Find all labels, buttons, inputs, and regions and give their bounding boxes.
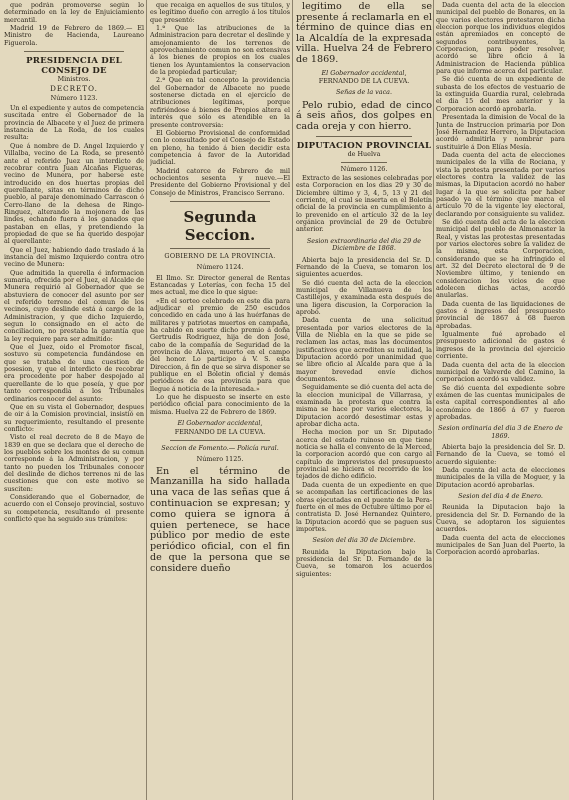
paragraph: Que el Juez, habiendo dado traslado á la instancia del mismo Izquierdo contra otro vecino de Munera: (4, 245, 144, 269)
paragraph: 2.ª Que en tal concepto la providencia del Gobernador de Albacete no puede sostenerse dictada en el ejercicio de atribuciones legítimas, porque refiriéndose á bienes de Propios altera el interés que sólo es atendible en la presente controversia: (150, 76, 290, 129)
column-4 (436, 2, 565, 796)
number-label: Número 1123. (50, 93, 98, 102)
paragraph: Seguidamente se dió cuenta del acta de la eleccion municipal de Villarrasa, y examinada la protesta que contra la misma se hace por varios electores, la Diputacion acordó desestimar estas y aprobar dicha acta. (296, 383, 432, 429)
paragraph: Que á nombre de D. Angel Izquierdo y Villalba, vecino de La Roda, se presentó ante el referido Juez un interdicto de recobrar contra Juan Alcañas Figueras, vecino de Munera, por haberse este introducido en dos huertas propias del querellante, sitas en términos de dicho pueblo, al paraje denominado Carrascon ó Cerro-llano de la dehesa de Ringo-Ringuez, alterando la mojonera de las lindes, echando fuera á los ganados que pastaban en ellas, y pretendiendo la propiedad de que se ha querido despojar al querellante: (4, 141, 144, 246)
paragraph: Un el expediente y autos de competencia suscitada entre el Gobernador de la provincia de Albacete y el Juez de primera instancia de La Roda, de los cuales resulta: (4, 104, 144, 142)
section-title: Segunda Seccion. (183, 207, 257, 244)
session-heading: Sesion ordinaria del dia 3 de Enero de 1869. (438, 424, 563, 440)
divider (170, 201, 270, 202)
section-heading: GOBIERNO DE LA PROVINCIA. (164, 251, 276, 260)
session-heading: Sesion del dia 4 de Enero. (458, 492, 543, 500)
paragraph: Reunida la Diputacion bajo la presidencia del Sr. D. Fernando de la Cueva, se tomaron los acuerdos siguientes: (296, 547, 432, 578)
paragraph: Considerando que el Gobernador, de acuerdo con el Consejo provincial, sostuvo su competencia, resultando el presente conflicto que ha seguido sus trámites: (4, 492, 144, 523)
paragraph: Dada cuenta del acta de elecciones municipales de la villa de Rociana, y vista la protesta presentada por varios electores contra la validez de las mismas, la Diputacion acordó no haber lugar á la que se solicita por haber pasado ya el término que marca el artículo 70 de la vigente ley electoral, declarando por consiguiente su validez. (436, 150, 565, 218)
paragraph: Visto el real decreto de 8 de Mayo de 1839 en que se declara que el derecho de los pueblos sobre los montes de su comun corresponde á la Administracion, y por tanto no pueden los Tribunales conocer del deslinde de dichos terrenos ni de las cuestiones que con este motivo se susciten: (4, 433, 144, 493)
column-rule (292, 0, 293, 800)
divider (170, 440, 270, 441)
paragraph: Abierta bajo la presidencia del Sr. D. Fernando de la Cueva, se tomó el acuerdo siguiente: (436, 442, 565, 466)
paragraph: Dada cuenta de las liquidaciones de gastos é ingresos del presupuesto provincial de 1867 á 68 fueron aprobadas. (436, 299, 565, 330)
section-heading: Seccion de Fomento.— Policía rural. (161, 443, 279, 452)
subheading: Señas de la vaca. (335, 88, 393, 97)
signature-name: FERNANDO DE LA CUEVA. (174, 427, 266, 436)
divider (170, 248, 270, 249)
paragraph: Dada cuenta del acta de la eleccion municipal de Valverde del Camino, la corporacion acordó su validez. (436, 360, 565, 384)
column-2 (150, 2, 290, 796)
divider (24, 51, 124, 52)
paragraph: «En el sorteo celebrado en este dia para adjudicar el premio de 250 escudos concedido en cada uno á las huérfanas de militares y patriotas muertos en campaña, ha cabido en suerte dicho premio á doña Gertrudis Rodriguez, hija de don José, cabo de la compañía de Seguridad de la provincia de Alava, muerto en el campo del honor. Lo participo á V. S. esta Direccion, á fin de que se sirva disponer se publique en el Boletin oficial y demás periódicos de esa provincia para que llegue á noticia de la interesada.» (150, 296, 290, 393)
signature-name: FERNANDO DE LA CUEVA. (318, 76, 410, 85)
paragraph: que recaiga en aquellos de sus títulos, y es legítimo dueño con arreglo á los títulos que presentó: (150, 2, 290, 24)
paragraph: Hecha mocion por un Sr. Diputado acerca del estado ruinoso en que tiene noticia se halla el convento de la Merced, la corporacion acordó que con cargo al capítulo de imprevistos del presupuesto provincial se hiciera el recorrido de los tejados de dicho edificio. (296, 428, 432, 481)
section-subheading: Ministros. (57, 75, 91, 84)
paragraph: Dada cuenta del acta de elecciones municipales de la villa de Moguer, y la Diputacion acordó aprobarlas. (436, 465, 565, 489)
paragraph: Madrid 19 de Febrero de 1869.— El Ministro de Hacienda, Laureano Figuerola. (4, 24, 144, 47)
paragraph: Pelo rubio, edad de cinco á seis años, dos golpes en cada oreja y con hierro. (296, 99, 432, 132)
paragraph: legítimo de ella se presente á reclamarla en el término de quince dias en la Alcaldía de la expresada villa. Huelva 24 de Febrero de 1869. (296, 2, 432, 65)
paragraph: Se dió cuenta del expediente sobre exámen de las cuentas municipales de esta capital correspondientes al año económico de 1866 á 67 y fueron aprobadas. (436, 383, 565, 421)
paragraph: El Ilmo. Sr. Director general de Rentas Estancadas y Loterías, con fecha 15 del mes actual, me dice lo que sigue: (150, 273, 290, 297)
paragraph: Madrid catorce de Febrero de mil ochocientos sesenta y nueve.—El Presidente del Gobierno Provisional y del Consejo de Ministros, Francisco Serrano. (150, 166, 290, 197)
col1-top (4, 2, 144, 47)
paragraph: Dada cuenta de un expediente en que se acompañan las certificaciones de las obras ejecutadas en el puente de la Pera-fuerte en el mes de Octubre último por el contratista D. José Hernandez Quintero, la Diputacion acordó que se paguen sus importes. (296, 480, 432, 533)
session-heading: Sesion del dia 30 de Diciembre. (312, 536, 416, 545)
paragraph: En el término de Manzanilla ha sido hallada una vaca de las señas que á continuacion se expresan; y como quiera se ignora á quien pertenece, se hace público por medio de este periódico oficial, con el fin de que la persona que se considere dueño (150, 465, 290, 574)
paragraph: 1.ª Que las atribuciones de la Administracion para decretar el deslinde y amojonamiento de los terrenos de aprovechamiento comun no son extensivas á los bienes de propios en los cuales tienen los Ayuntamientos la conservacion de la propiedad particular; (150, 24, 290, 77)
column-rule (146, 0, 147, 800)
column-3 (296, 2, 432, 796)
decree-label: DECRETO. (50, 84, 98, 94)
paragraph: Lo que he dispuesto se inserte en este periódico oficial para conocimiento de la misma. Huelva 22 de Febrero de 1869. (150, 393, 290, 416)
paragraph: Que en su vista el Gobernador, despues de oir á la Comision provincial, insistió en su requerimiento, resultando el presente conflicto: (4, 402, 144, 433)
paragraph: Igualmente fué aprobado el presupuesto adicional de gastos é ingresos de la provincia del ejercicio corriente. (436, 330, 565, 361)
number-label: Número 1124. (196, 263, 244, 272)
divider (341, 162, 387, 163)
column-rule (433, 0, 434, 800)
paragraph: Abierta bajo la presidencia del Sr. D. Fernando de la Cueva, se tomaron los siguientes acuerdos. (296, 255, 432, 279)
section-subheading: de Huelva (347, 150, 381, 159)
number-label: Número 1125. (196, 455, 244, 464)
paragraph: Se dió cuenta del acta de la eleccion municipal del pueblo de Almonaster la Real, y vistas las protestas presentadas por varios electores sobre la validez de la misma, esta Corporacion, considerando que se ha infringido el art. 32 del Decreto electoral de 9 de Noviembre último, y teniendo en consideracion los vicios de que adolecen dichas actas, acordó anularlas. (436, 217, 565, 300)
paragraph: Extracto de las sesiones celebradas por esta Corporacion en los dias 29 y 30 de Diciembre último y 3, 4, 5, 13 y 21 del corriente, el cual se inserta en el Boletín oficial de la provincia en cumplimiento á lo prevenido en el artículo 32 de la ley orgánica provincial de 29 de Octubre anterior. (296, 174, 432, 234)
section-heading: DIPUTACION PROVINCIAL (296, 141, 432, 152)
session-heading: Sesion extraordinaria del dia 29 de Diciembre de 1868. (306, 236, 422, 253)
paragraph: Dada cuenta del acta de la eleccion municipal del pueblo de Bonares, en la que varios electores protestaron dicha eleccion porque los individuos elegidos están apremiados en concepto de segundos contribuyentes, la Corporacion, para poder resolver, acordó se libre oficio á la Administracion de Hacienda pública para que informe acerca del particular. (436, 2, 565, 76)
paragraph: Que admitida la querella é informacion sumaria, ofrecida por el Juez, el Alcalde de Munera requirió al Gobernador que se abstuviera de conocer del asunto por ser el referido terreno del comun de los vecinos, cuyo deslinde está á cargo de la Administracion, y que dicho Izquierdo, segun lo consignado en el acto de conciliacion, no prestaba la garantía que la ley requiere para ser admitido: (4, 268, 144, 343)
paragraph: que podrán promoverse según lo determinado en la ley de Enjuiciamiento mercantil. (4, 2, 144, 24)
paragraph: Se dió cuenta de un expediente de subasta de los efectos de vestuario de la extinguida Guardia rural, celebrada el dia 15 del mes anterior y la Corporacion acordó aprobarla. (436, 75, 565, 113)
paragraph: Dada cuenta de una solicitud presentada por varios electores de la Villa de Niebla en la que se pide se reclamen las actas, mas las documentos justificativos que acrediten su nulidad, la Diputacion acordó por unanimidad que se libre oficio al Alcalde para que á la mayor brevedad envíe dichos documentos. (296, 316, 432, 383)
paragraph: Dada cuenta del acta de elecciones municipales de San Juan del Puerto, la Corporacion acordó aprobarlas. (436, 533, 565, 557)
number-label: Número 1126. (340, 164, 388, 173)
divider (316, 136, 412, 137)
paragraph: Presentada la dimision de Vocal de la Junta de Instruccion primaria por Don José Hernandez Herrero, la Diputacion acordó admitirla y nombrar para sustituirle á Don Elías Mesía. (436, 113, 565, 151)
signature-title: El Gobernador accidental, (321, 68, 407, 77)
paragraph: Reunida la Diputacion bajo la presidencia del Sr. D. Fernando de la Cueva, se adoptaron los siguientes acuerdos. (436, 503, 565, 534)
paragraph: El Gobierno Provisional de conformidad con lo consultado por el Consejo de Estado en pleno, ha tenido á bien decidir esta competencia á favor de la Autoridad judicial. (150, 128, 290, 167)
section-heading: PRESIDENCIA DEL CONSEJO DE (26, 56, 122, 77)
signature-title: El Gobernador accidental, (177, 419, 263, 428)
column-1 (4, 2, 144, 796)
paragraph: Que el Juez, oido el Promotor fiscal, sostuvo su competencia fundándose en que se trataba de una cuestion de posesion, y que el interdicto de recobrar era procedente por haber despojado al querellante de lo que poseía, y que por tanto correspondia á los Tribunales ordinarios conocer del asunto: (4, 343, 144, 403)
paragraph: Se dió cuenta del acta de la eleccion municipal de Villanueva de los Castillejos, y examinada esta después de una ligera discusion, la Corporacion la aprobó. (296, 278, 432, 316)
